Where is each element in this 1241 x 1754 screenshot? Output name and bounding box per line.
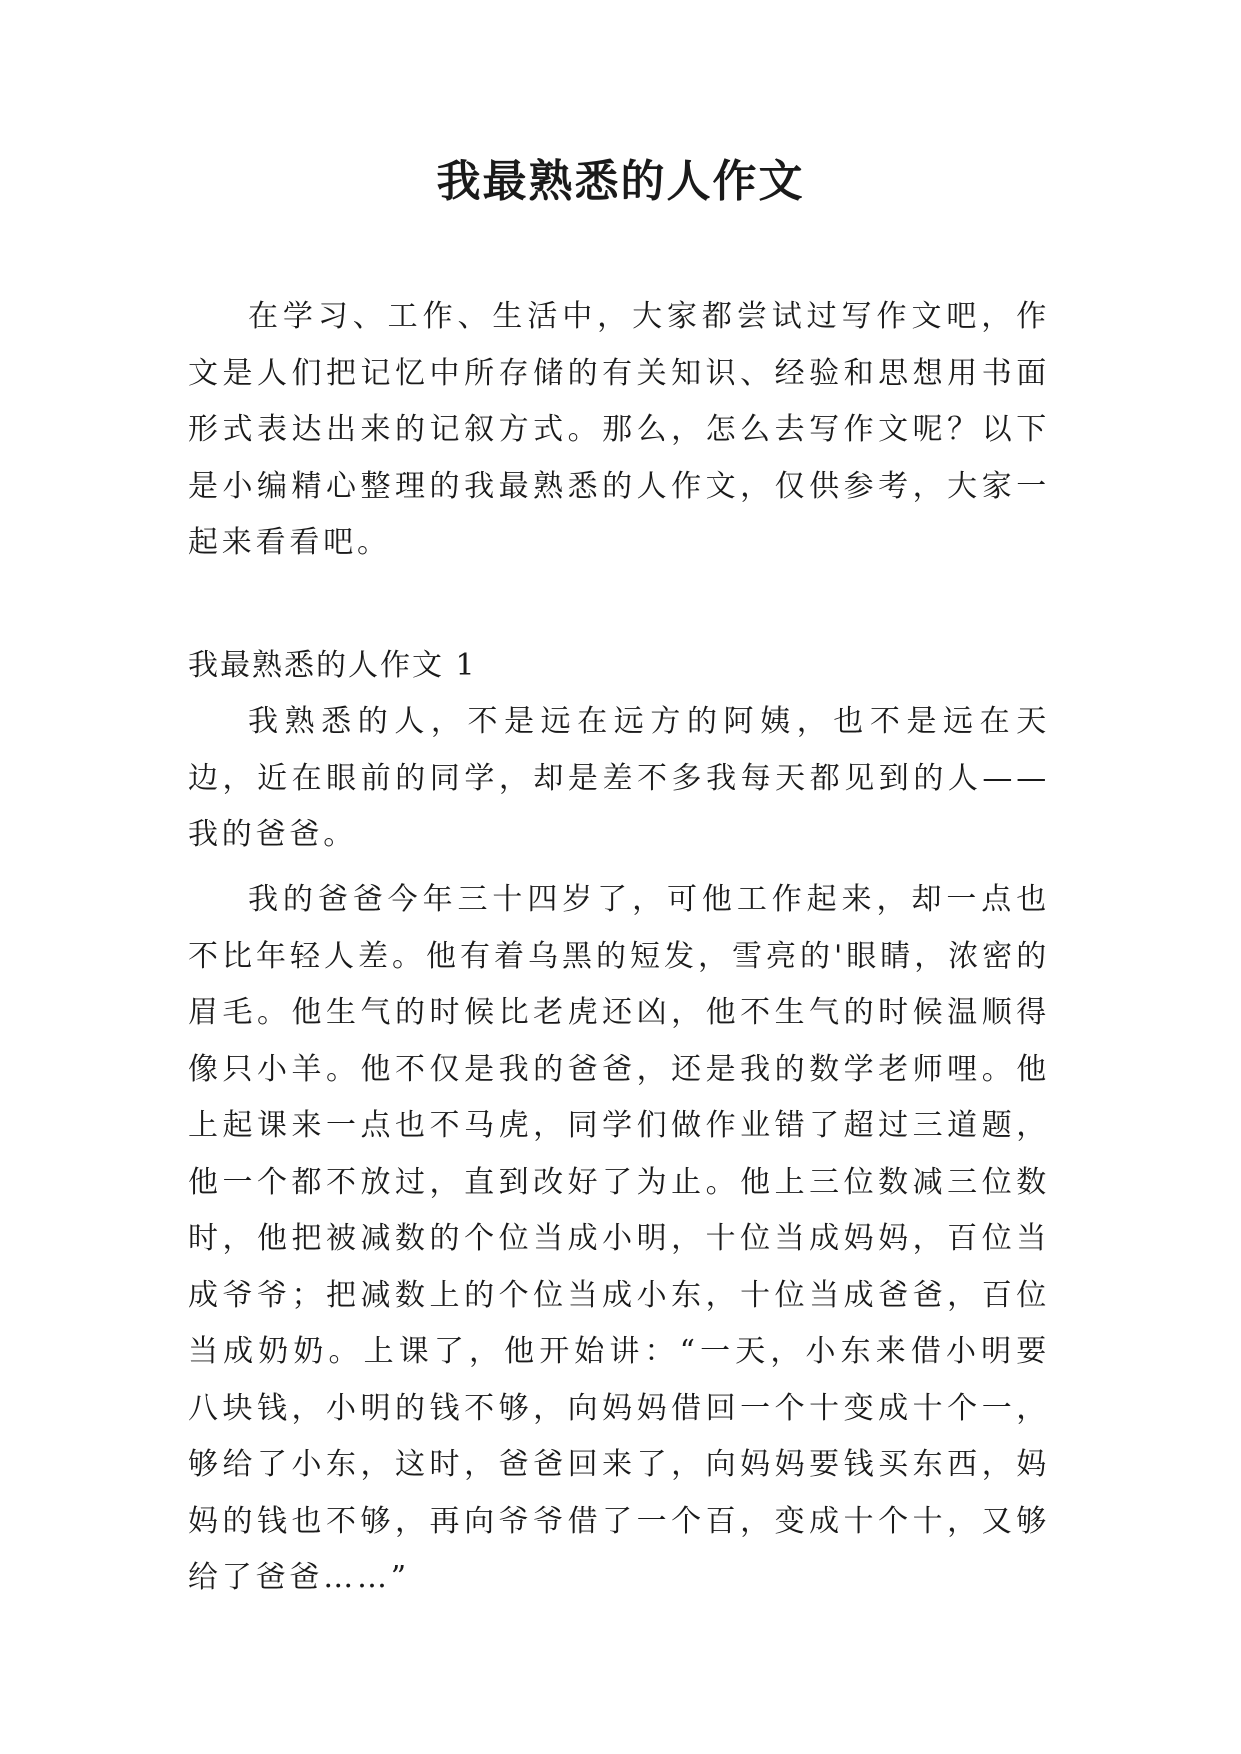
body-paragraph-2: 我的爸爸今年三十四岁了，可他工作起来，却一点也不比年轻人差。他有着乌黑的短发，雪亮的'眼睛，浓密的眉毛。他生气的时候比老虎还凶，他不生气的时候温顺得像只小羊。他不仅是我的爸爸，还是我的数学老师哩。他上起课来一点也不马虎，同学们做作业错了超过三道题，他一个都不放过，直到改好了为止。他上三位数减三位数时，他把被减数的个位当成小明，十位当成妈妈，百位当成爷爷；把减数上的个位当成小东，十位当成爸爸，百位当成奶奶。上课了，他开始讲：“一天，小东来借小明要八块钱，小明的钱不够，向妈妈借回一个十变成十个一，够给了小东，这时，爸爸回来了，向妈妈要钱买东西，妈妈的钱也不够，再向爷爷借了一个百，变成十个十，又够给了爸爸……” [188,882,1050,1595]
section-heading: 我最熟悉的人作文 1 [188,648,477,683]
intro-paragraph: 在学习、工作、生活中，大家都尝试过写作文吧，作文是人们把记忆中所存储的有关知识、经验和思想用书面形式表达出来的记叙方式。那么，怎么去写作文呢？以下是小编精心整理的我最熟悉的人作文，仅供参考，大家一起来看看吧。 [188,299,1050,560]
body-paragraph-1: 我熟悉的人，不是远在远方的阿姨，也不是远在天边，近在眼前的同学，却是差不多我每天都见到的人——我的爸爸。 [188,704,1050,852]
document-title: 我最熟悉的人作文 [436,156,805,207]
